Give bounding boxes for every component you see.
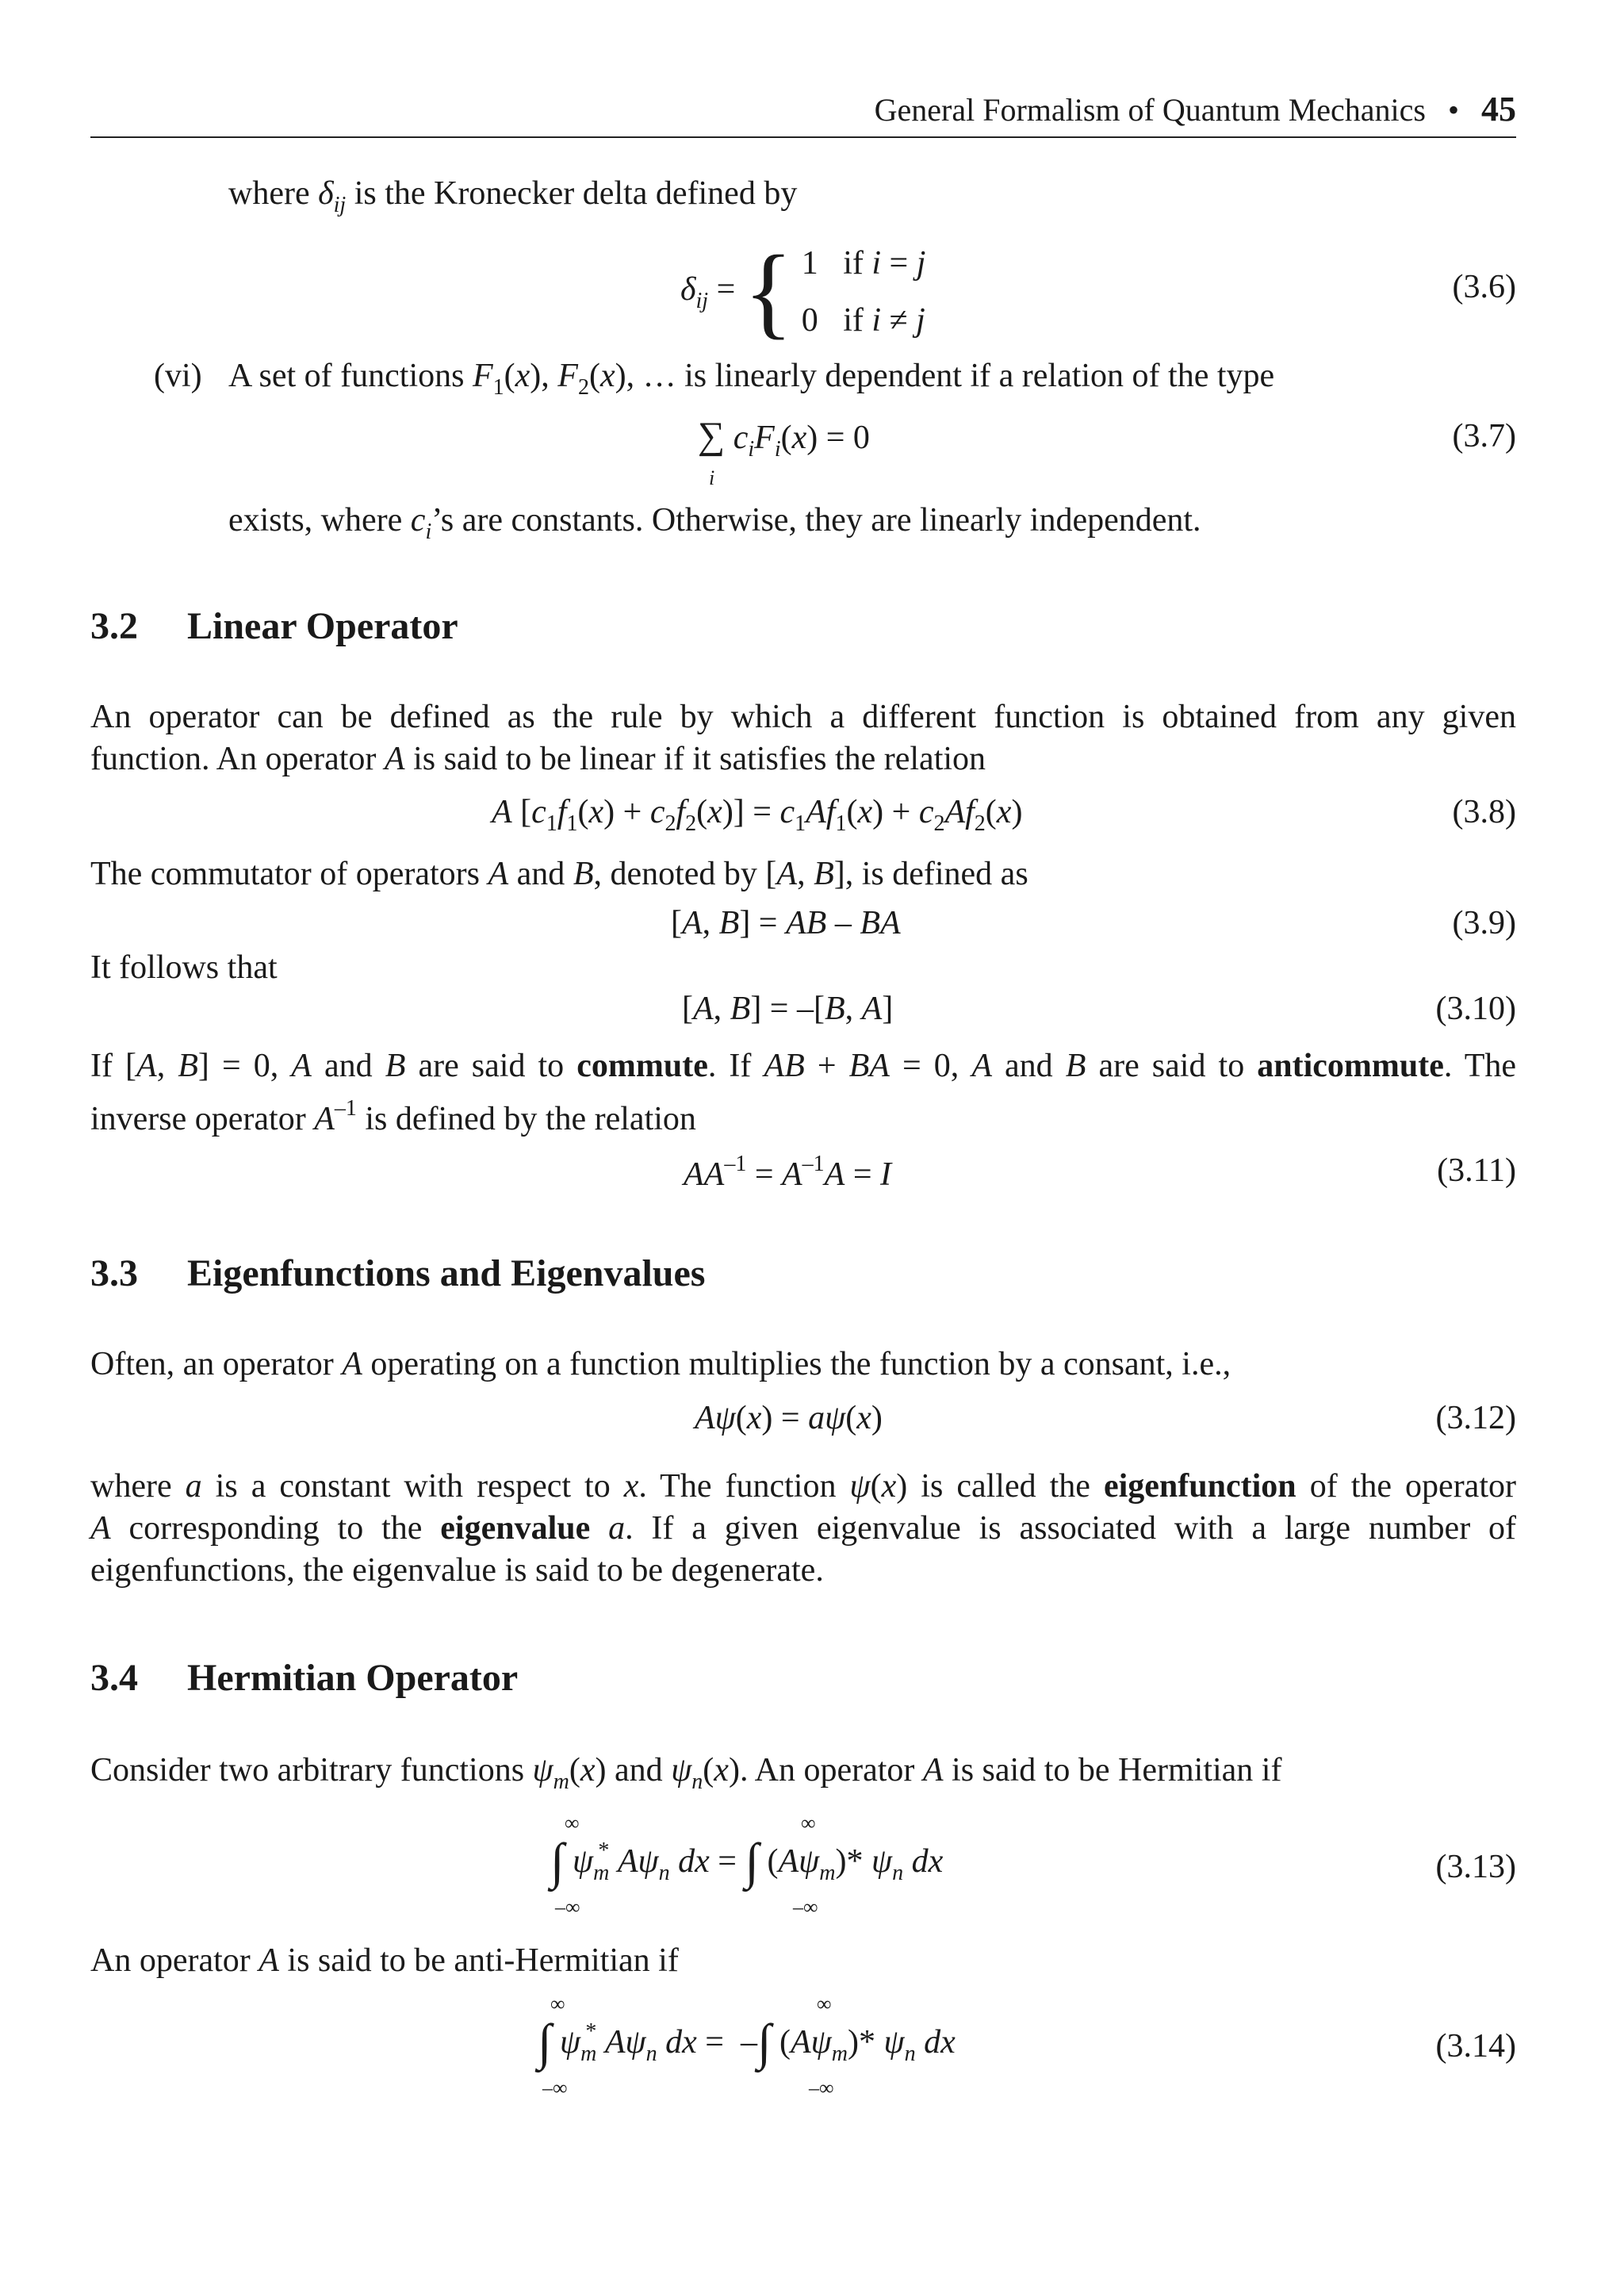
equation-number: (3.11) bbox=[1437, 1152, 1516, 1189]
eigen-intro: Often, an operator A operating on a function multiplies the function by a consant, i.e., bbox=[90, 1346, 1231, 1382]
kronecker-intro: where $\delta_{ij}$ is the Kronecker delta defined by bbox=[228, 175, 798, 217]
commute-paragraph: If [A, B] = 0, A and B are said to commute. If AB + BA = 0, A and B are said to anticommute. The inverse operator $A^{-1}$ is defined by the relation bbox=[90, 1048, 1516, 1137]
section-heading: 3.2 Linear Operator bbox=[90, 605, 458, 647]
equation-3-10: [A, B] = –[B, A] bbox=[682, 991, 894, 1027]
anti-hermitian-text: An operator A is said to be anti-Hermitian if bbox=[90, 1942, 679, 1979]
section-heading: 3.4 Hermitian Operator bbox=[90, 1657, 519, 1699]
exists-line: exists, where $c_i’s$ are constants. Otherwise, they are linearly independent. bbox=[228, 502, 1201, 544]
upper-limit: ∞ bbox=[801, 1812, 816, 1835]
equation-number: (3.7) bbox=[1452, 418, 1516, 454]
equation-3-9: [A, B] = AB – BA bbox=[671, 905, 901, 941]
hermitian-intro: Consider two arbitrary functions $\psi_m(x)$ and $\psi_n(x)$. An operator A is said to be Hermitian if bbox=[90, 1752, 1282, 1794]
header-text bbox=[875, 89, 1516, 129]
equation-3-14: ∫ $\psi_m^*$ $A\psi_n$ dx = –∫ $(A\psi_m)*$ $\psi_n$ dx bbox=[538, 2014, 956, 2070]
running-title: General Formalism of Quantum Mechanics bbox=[874, 92, 1426, 128]
linear-paragraph: An operator can be defined as the rule by which a different function is obtained from any given function. An operator A is said to be linear if it satisfies the relation bbox=[90, 699, 1516, 777]
equation-3-8: A $[c_1f_1(x) + c_2f_2(x)] = c_1Af_1(x) + c_2Af_2(x)$ bbox=[492, 794, 1023, 836]
eigen-paragraph: where a is a constant with respect to x. The function ψ(x) is called the eigenfunction of the operator A corresponding to the eigenvalue a. If a given eigenvalue is associated with a large number of eigenfunctions, the eigenvalue is said to be degenerate. bbox=[90, 1468, 1517, 1589]
running-header bbox=[90, 86, 1516, 138]
equation-3-7: ∑ $c_iF_i(x) = 0$ bbox=[698, 415, 870, 462]
equation-number: (3.10) bbox=[1435, 991, 1516, 1027]
equation-number: (3.12) bbox=[1435, 1400, 1516, 1436]
equation-3-13: ∫ $\psi_m^*$ $A\psi_n$ dx = ∫ $(A\psi_m)*$ $\psi_n$ dx bbox=[550, 1833, 944, 1889]
lower-limit: –∞ bbox=[809, 2076, 834, 2099]
upper-limit: ∞ bbox=[817, 1992, 832, 2015]
follows-text: It follows that bbox=[90, 949, 278, 986]
equation-number: (3.8) bbox=[1452, 794, 1516, 830]
sum-index: i bbox=[709, 466, 715, 489]
upper-limit: ∞ bbox=[565, 1812, 580, 1835]
item-vi-label: (vi) bbox=[154, 358, 202, 394]
lower-limit: –∞ bbox=[542, 2076, 568, 2099]
equation-3-11: $AA^{-1} = A^{-1}A = I$ bbox=[684, 1152, 891, 1193]
equation-3-12: Aψ(x) = aψ(x) bbox=[695, 1400, 883, 1436]
item-vi: (vi) A set of functions $F_1(x)$, $F_2(x)$, … is linearly dependent if a relation of the type bbox=[90, 355, 1516, 408]
equation-number: (3.6) bbox=[1452, 269, 1516, 305]
equation-number: (3.9) bbox=[1452, 905, 1516, 941]
page-number: 45 bbox=[1481, 90, 1516, 128]
lower-limit: –∞ bbox=[555, 1896, 580, 1919]
section-heading: 3.3 Eigenfunctions and Eigenvalues bbox=[90, 1252, 706, 1294]
lower-limit: –∞ bbox=[793, 1896, 818, 1919]
header-bullet: • bbox=[1447, 92, 1459, 128]
equation-number: (3.14) bbox=[1435, 2028, 1516, 2065]
commutator-text: The commutator of operators A and B, denoted by [A, B], is defined as bbox=[90, 856, 1028, 892]
equation-3-6: $\delta_{ij}$ = { 1 if i = j 0 if i ≠ j bbox=[680, 235, 926, 349]
equation-number: (3.13) bbox=[1435, 1849, 1516, 1885]
upper-limit: ∞ bbox=[550, 1992, 565, 2015]
